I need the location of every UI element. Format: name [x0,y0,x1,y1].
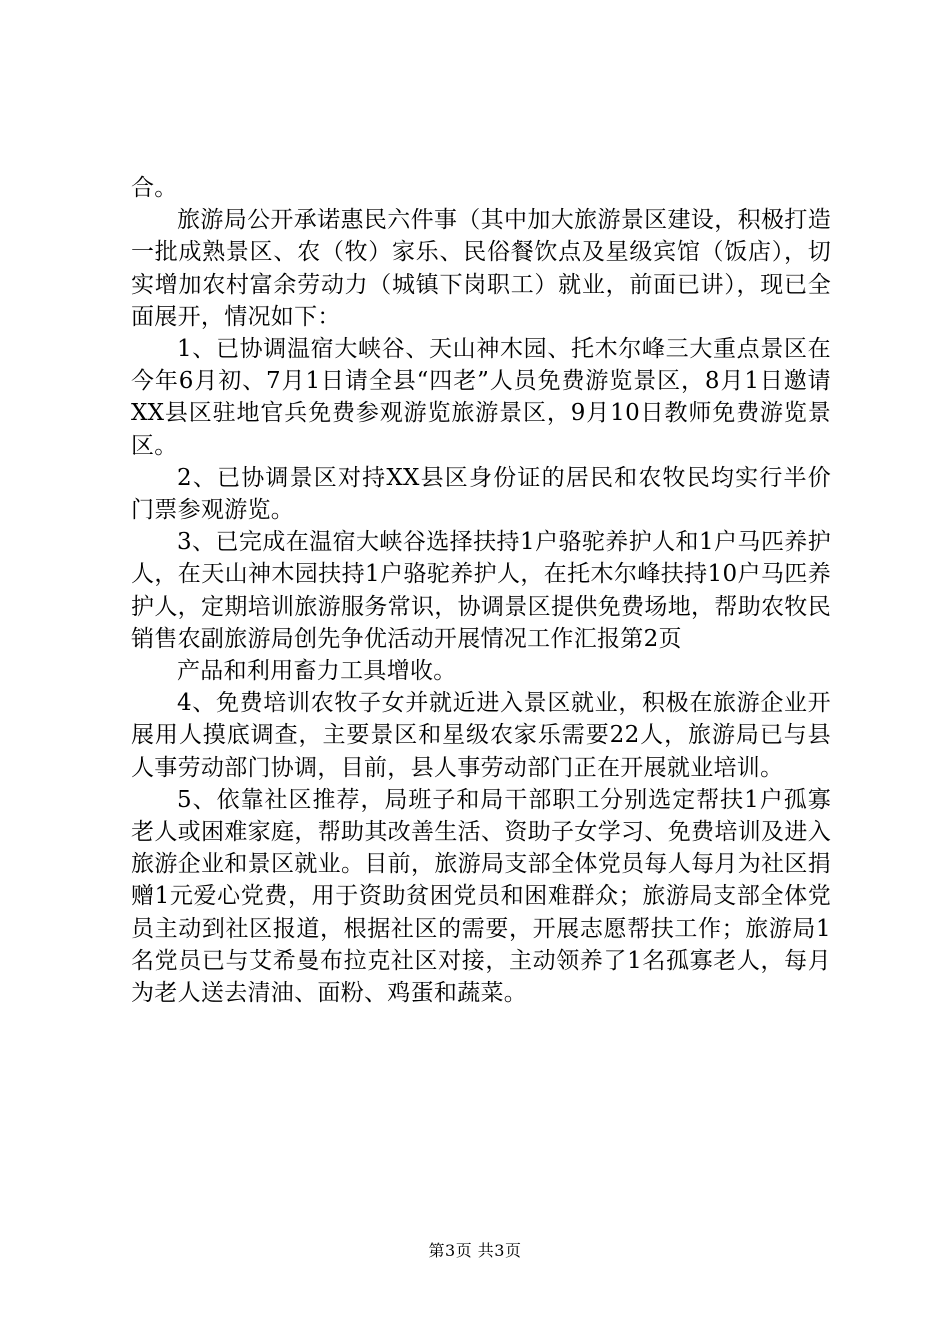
paragraph-item-5: 5、依靠社区推荐，局班子和局干部职工分别选定帮扶1户孤寡老人或困难家庭，帮助其改善生活、资助子女学习、免费培训及进入旅游企业和景区就业。目前，旅游局支部全体党员每人每月为社区捐赠1元爱心党费，用于资助贫困党员和困难群众；旅游局支部全体党员主动到社区报道，根据社区的需要，开展志愿帮扶工作；旅游局1名党员已与艾希曼布拉克社区对接，主动领养了1名孤寡老人，每月为老人送去清油、面粉、鸡蛋和蔬菜。 [131,786,831,1007]
document-body [131,172,831,1009]
paragraph-continuation: 合。 [131,175,178,201]
page-footer [0,1241,950,1261]
paragraph-item-4: 4、免费培训农牧子女并就近进入景区就业，积极在旅游企业开展用人摸底调查，主要景区和星级农家乐需要22人，旅游局已与县人事劳动部门协调，目前，县人事劳动部门正在开展就业培训。 [131,690,831,781]
paragraph-item-3: 3、已完成在温宿大峡谷选择扶持1户骆驼养护人和1户马匹养护人，在天山神木园扶持1户骆驼养护人，在托木尔峰扶持10户马匹养护人，定期培训旅游服务常识，协调景区提供免费场地，帮助农牧民销售农副旅游局创先争优活动开展情况工作汇报第2页 [131,529,831,652]
paragraph-item-1: 1、已协调温宿大峡谷、天山神木园、托木尔峰三大重点景区在今年6月初、7月1日请全县“四老”人员免费游览景区，8月1日邀请XX县区驻地官兵免费参观游览旅游景区，9月10日教师免费游览景区。 [131,336,831,459]
paragraph-intro: 旅游局公开承诺惠民六件事（其中加大旅游景区建设，积极打造一批成熟景区、农（牧）家乐、民俗餐饮点及星级宾馆（饭店），切实增加农村富余劳动力（城镇下岗职工）就业，前面已讲），现已全面展开，情况如下： [131,207,831,330]
paragraph-item-3-continued: 产品和利用畜力工具增收。 [177,658,457,685]
paragraph-item-2: 2、已协调景区对持XX县区身份证的居民和农牧民均实行半价门票参观游览。 [131,464,831,524]
page-number-label: 第3页 共3页 [428,1241,522,1260]
